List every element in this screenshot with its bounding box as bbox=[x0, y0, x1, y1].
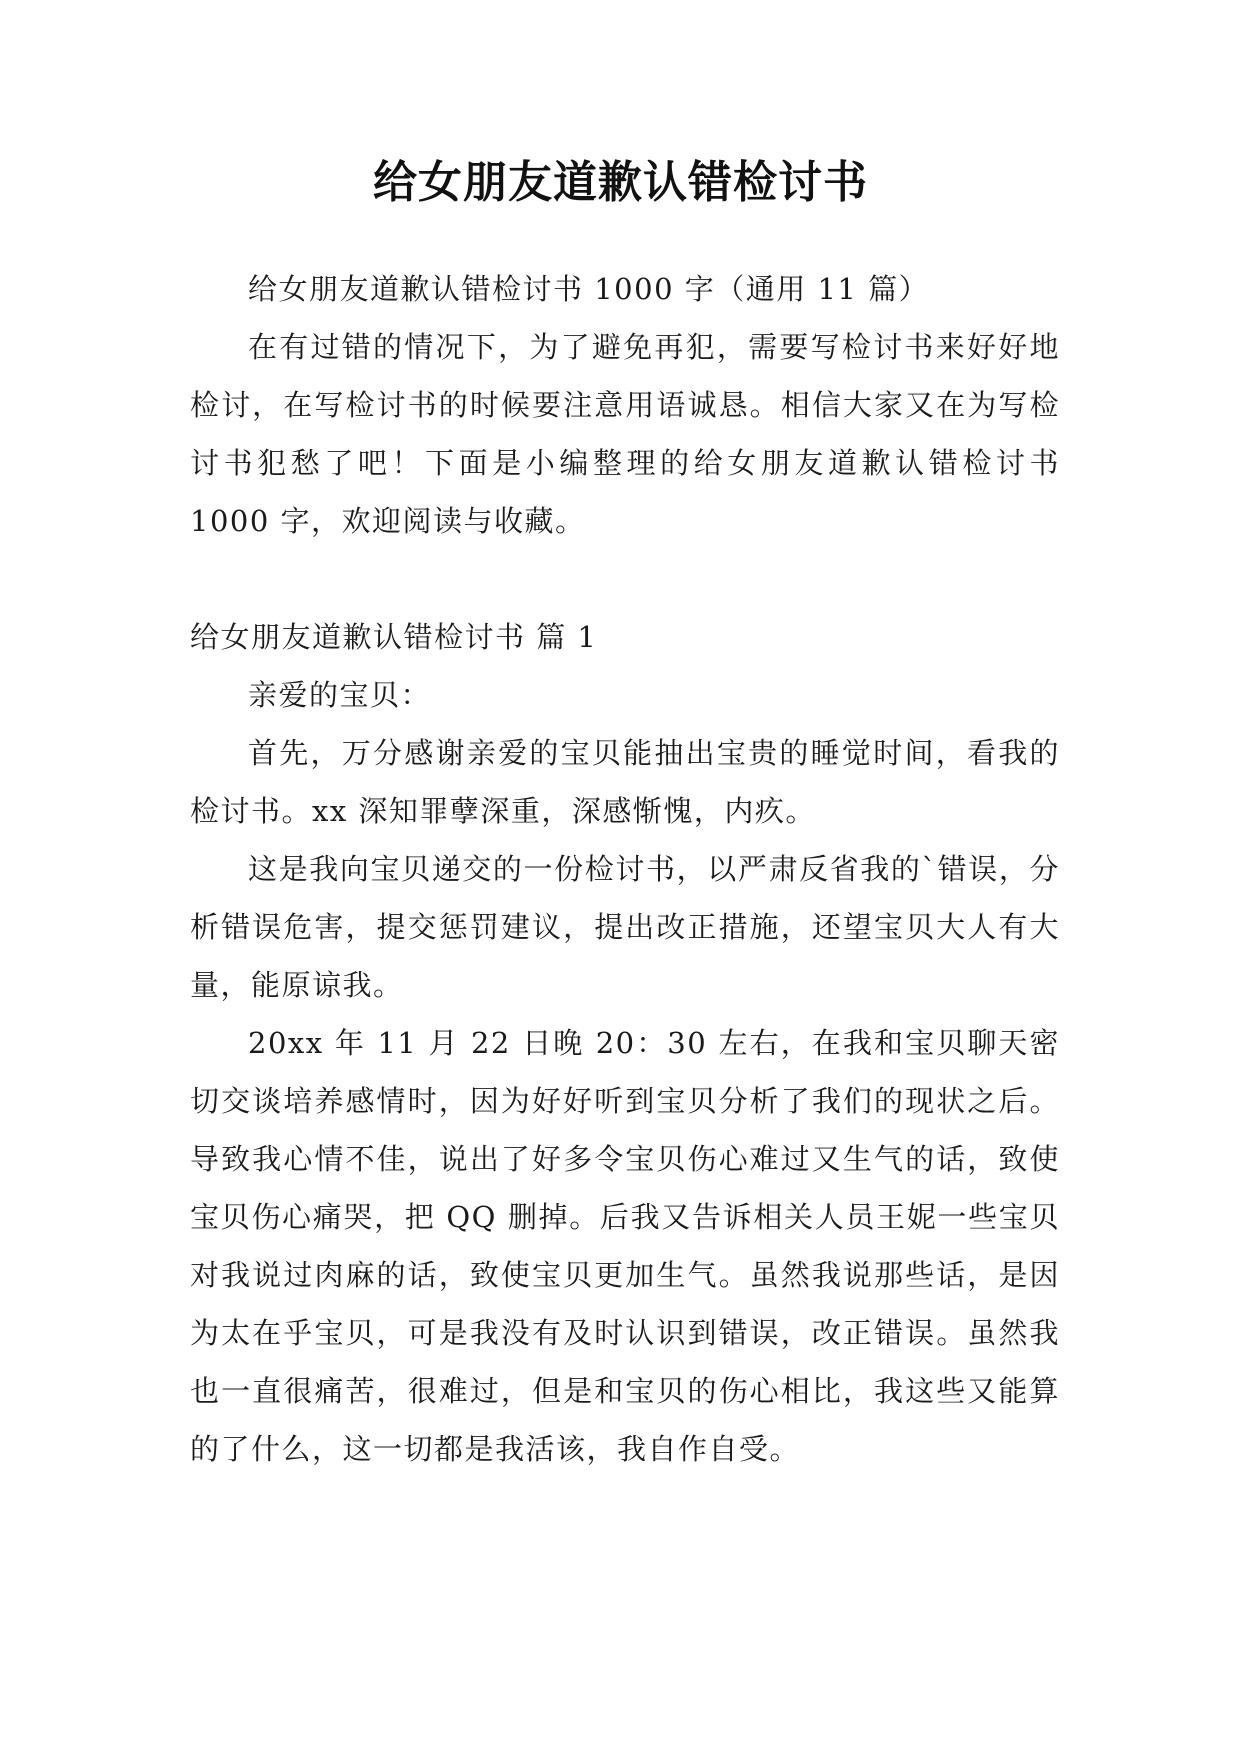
intro-paragraph: 在有过错的情况下，为了避免再犯，需要写检讨书来好好地检讨，在写检讨书的时候要注意用语诚恳。相信大家又在为写检讨书犯愁了吧！下面是小编整理的给女朋友道歉认错检讨书 1000 字，欢迎阅读与收藏。 bbox=[190, 330, 1060, 538]
document-body bbox=[190, 260, 1060, 1478]
body-paragraph: 20xx 年 11 月 22 日晚 20：30 左右，在我和宝贝聊天密切交谈培养感情时，因为好好听到宝贝分析了我们的现状之后。导致我心情不佳，说出了好多令宝贝伤心难过又生气的话，致使宝贝伤心痛哭，把 QQ 删掉。后我又告诉相关人员王妮一些宝贝对我说过肉麻的话，致使宝贝更加生气。虽然我说那些话，是因为太在乎宝贝，可是我没有及时认识到错误，改正错误。虽然我也一直很痛苦，很难过，但是和宝贝的伤心相比，我这些又能算的了什么，这一切都是我活该，我自作自受。 bbox=[190, 1026, 1060, 1466]
body-paragraph: 这是我向宝贝递交的一份检讨书，以严肃反省我的`错误，分析错误危害，提交惩罚建议，提出改正措施，还望宝贝大人有大量，能原谅我。 bbox=[190, 852, 1060, 1002]
body-paragraph: 首先，万分感谢亲爱的宝贝能抽出宝贵的睡觉时间，看我的检讨书。xx 深知罪孽深重，深感惭愧，内疚。 bbox=[190, 736, 1060, 828]
document-title: 给女朋友道歉认错检讨书 bbox=[373, 157, 868, 208]
subtitle-line: 给女朋友道歉认错检讨书 1000 字（通用 11 篇） bbox=[248, 272, 930, 306]
section-heading: 给女朋友道歉认错检讨书 篇 1 bbox=[190, 620, 598, 654]
salutation: 亲爱的宝贝： bbox=[248, 678, 432, 712]
